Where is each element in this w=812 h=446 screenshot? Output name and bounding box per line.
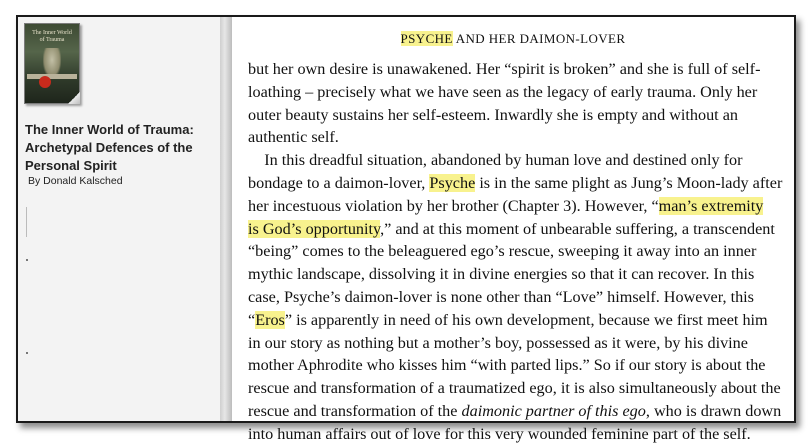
text-segment: In this dreadful situation, abandoned by human love and destined only for [248, 151, 743, 170]
book-info-sidebar [18, 17, 220, 421]
text-line [248, 218, 808, 241]
text-line [248, 149, 808, 172]
text-segment: in our story as nothing but a mother’s boy, possessed as it were, by his divine [248, 333, 748, 352]
text-line [248, 263, 808, 286]
text-segment: ,” and at this moment of unbearable suffering, a transcendent [380, 219, 775, 238]
book-author: By Donald Kalsched [28, 175, 123, 187]
text-segment: into human affairs out of love for this very wounded feminine part of the self. [248, 424, 751, 443]
text-line [248, 332, 808, 355]
text-segment: mythic landscape, dissolving it in divine energies so that it can recover. In this [248, 265, 755, 284]
text-line [248, 400, 808, 423]
text-line [248, 126, 808, 149]
text-segment: loathing – precisely what we have seen as the legacy of early trauma. Only her [248, 82, 758, 101]
text-segment: but her own desire is unawakened. Her “spirit is broken” and she is full of self- [248, 60, 761, 78]
text-segment: “ [248, 310, 256, 329]
page-body-text [248, 58, 808, 446]
text-line [248, 195, 808, 218]
search-highlight: PSYCHE [400, 31, 453, 46]
search-highlight: man’s extremity [658, 196, 764, 215]
text-line [248, 104, 808, 127]
book-cover-thumbnail[interactable] [24, 23, 80, 104]
text-segment: case, Psyche’s daimon-lover is none other than “Love” himself. However, this [248, 287, 754, 306]
sidebar-divider-mark [26, 207, 27, 237]
text-segment: rescue and transformation of a traumatized ego, it is also simultaneously about the [248, 379, 781, 398]
page-curl-icon [68, 92, 80, 104]
text-line [248, 172, 808, 195]
text-line [248, 286, 808, 309]
text-segment: mother Aphrodite who kisses him “with parted lips.” So if our story is about the [248, 356, 766, 375]
text-line [248, 240, 808, 263]
book-page [232, 17, 794, 443]
text-line [248, 377, 808, 400]
text-segment: , who is drawn down [645, 401, 782, 420]
text-line [248, 58, 808, 81]
text-line [248, 309, 808, 332]
text-segment: outer beauty sustains her self-esteem. Inwardly she is empty and without an [248, 105, 738, 124]
text-segment: rescue and transformation of the [248, 401, 462, 420]
text-segment: ” is apparently in need of his own development, because we first meet him [284, 310, 768, 329]
sidebar-dot [26, 352, 28, 354]
text-segment: bondage to a daimon-lover, [248, 173, 430, 192]
book-title[interactable]: The Inner World of Trauma: Archetypal Defences of the Personal Spirit [25, 122, 194, 173]
text-segment: her incestuous violation by her brother (Chapter 3). However, “ [248, 196, 659, 215]
search-highlight: Eros [255, 310, 285, 329]
search-highlight: Psyche [429, 173, 476, 192]
text-line [248, 81, 808, 104]
sidebar-dot [26, 259, 28, 261]
text-segment: is in the same plight as Jung’s Moon-lady after [475, 173, 783, 192]
text-segment: daimonic partner of this ego [461, 401, 646, 420]
running-head [232, 31, 794, 47]
text-line [248, 423, 808, 446]
panel-splitter[interactable] [220, 17, 232, 421]
text-segment: authentic self. [248, 128, 339, 147]
running-head-text: AND HER DAIMON-LOVER [452, 31, 626, 46]
search-highlight: is God’s opportunity [248, 219, 381, 238]
cover-red-dot [39, 76, 51, 88]
text-line [248, 354, 808, 377]
cover-title-text: The Inner World of Trauma [32, 30, 72, 43]
cover-band [27, 74, 77, 79]
text-segment: “being” comes to the beleaguered ego’s rescue, sweeping it away into an inner [248, 242, 757, 261]
reader-window [16, 15, 796, 443]
